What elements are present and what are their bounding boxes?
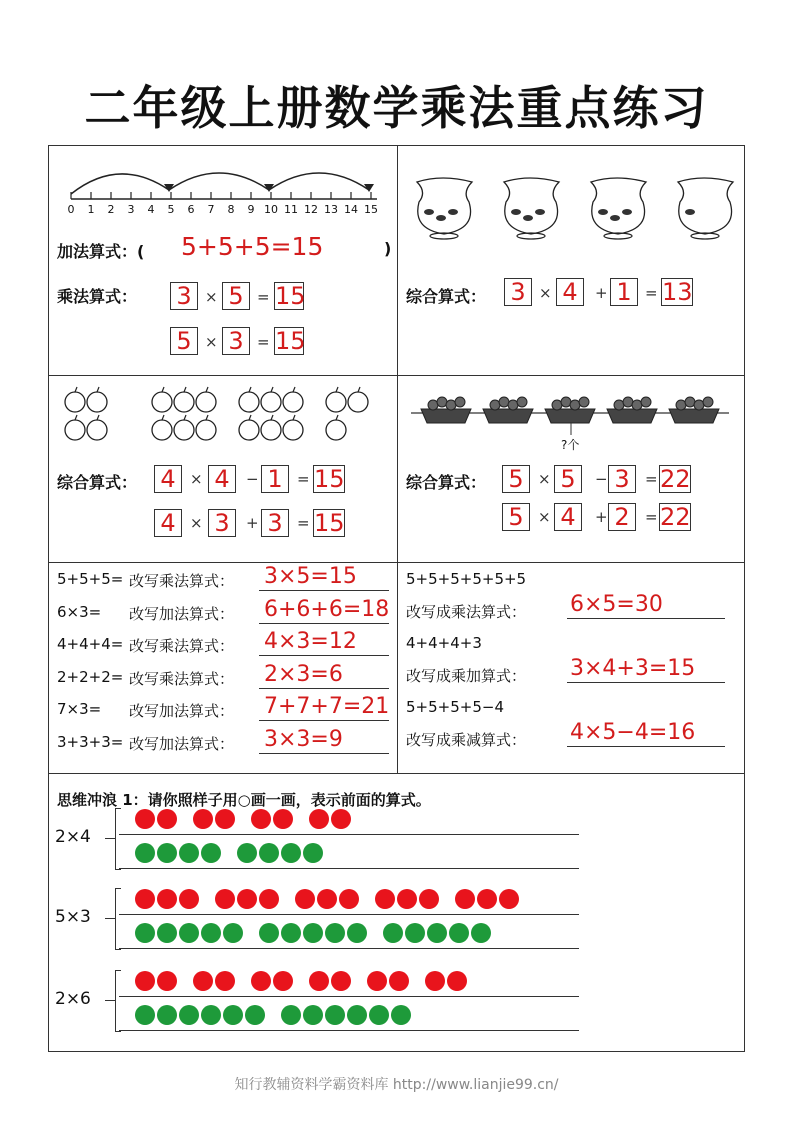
answer-box[interactable]: 3 [261, 509, 289, 537]
answer-box[interactable]: 5 [554, 465, 582, 493]
green-dot [281, 923, 301, 943]
tick-label: 11 [284, 203, 298, 216]
tick-label: 1 [87, 203, 95, 216]
rewrite-task: 改写加法算式： [129, 604, 235, 623]
answer-box[interactable]: 22 [660, 503, 691, 531]
green-dot [157, 923, 177, 943]
answer-box[interactable]: 15 [314, 465, 345, 493]
rewrite-answer[interactable]: 7+7+7=21 [264, 694, 390, 719]
green-dot [179, 843, 199, 863]
red-dot [251, 971, 271, 991]
rewrite-task: 改写成乘法算式： [406, 603, 527, 621]
red-dot [389, 971, 409, 991]
red-dot [273, 809, 293, 829]
answer-box[interactable]: 2 [608, 503, 636, 531]
tick-label: 7 [207, 203, 215, 216]
green-dot [303, 923, 323, 943]
red-dot [419, 889, 439, 909]
red-dot [157, 971, 177, 991]
red-dot [309, 809, 329, 829]
green-dot [245, 1005, 265, 1025]
red-dot [317, 889, 337, 909]
fishbowl-illustration [407, 174, 737, 248]
answer-box[interactable]: 3 [208, 509, 236, 537]
rewrite-expression: 5+5+5+5+5+5 [406, 570, 527, 588]
rewrite-answer[interactable]: 2×3=6 [264, 661, 343, 687]
red-dot [215, 889, 235, 909]
rewrite-answer[interactable]: 6+6+6=18 [264, 596, 390, 622]
combo-label: 综合算式： [57, 473, 138, 492]
answer-box[interactable]: 5 [502, 503, 530, 531]
rewrite-answer[interactable]: 3×4+3=15 [570, 656, 696, 681]
answer-box[interactable]: 22 [660, 465, 691, 493]
green-dot [303, 843, 323, 863]
red-dot [425, 971, 445, 991]
green-dot [325, 1005, 345, 1025]
rewrite-prompt: 4+4+4= [57, 635, 124, 653]
red-dot [331, 809, 351, 829]
add-close: ) [384, 239, 392, 258]
rewrite-task: 改写加法算式： [129, 702, 235, 720]
green-dot [369, 1005, 389, 1025]
answer-box[interactable]: 15 [314, 509, 345, 537]
red-dot-row [135, 971, 469, 991]
red-dot [331, 971, 351, 991]
answer-box[interactable]: 4 [154, 465, 182, 493]
green-dot [201, 923, 221, 943]
tick-label: 6 [187, 203, 195, 216]
red-dot [157, 809, 177, 829]
rewrite-task: 改写乘法算式： [129, 637, 235, 655]
answer-box[interactable]: 13 [662, 278, 693, 306]
number-line-graphic [59, 154, 389, 229]
green-dot [383, 923, 403, 943]
rewrite-task: 改写成乘加算式： [406, 667, 527, 685]
red-dot [215, 971, 235, 991]
red-dot [397, 889, 417, 909]
green-dot [223, 1005, 243, 1025]
tick-label: 3 [127, 203, 135, 216]
red-dot [259, 889, 279, 909]
green-dot [237, 843, 257, 863]
red-dot [339, 889, 359, 909]
dots-heading: 思维冲浪 1：请你照样子用○画一画，表示前面的算式。 [57, 791, 431, 809]
answer-box[interactable]: 4 [154, 509, 182, 537]
green-dot [391, 1005, 411, 1025]
green-dot [179, 923, 199, 943]
rewrite-answer[interactable]: 6×5=30 [570, 592, 663, 617]
green-dot [471, 923, 491, 943]
red-dot-row [135, 809, 353, 829]
answer-box[interactable]: 4 [556, 278, 584, 306]
rewrite-answer[interactable]: 4×3=12 [264, 629, 357, 654]
answer-box[interactable]: 5 [222, 282, 250, 310]
green-dot [427, 923, 447, 943]
combo-label: 综合算式： [406, 473, 487, 492]
red-dot [309, 971, 329, 991]
answer-box[interactable]: 1 [610, 278, 638, 306]
red-dot [375, 889, 395, 909]
footer: 知行教辅资料学霸资料库 http://www.lianjie99.cn/ [234, 1077, 559, 1093]
red-dot [367, 971, 387, 991]
answer-box[interactable]: 3 [608, 465, 636, 493]
answer-box[interactable]: 4 [208, 465, 236, 493]
answer-box[interactable]: 4 [554, 503, 582, 531]
tick-label: 10 [264, 203, 278, 216]
rewrite-task: 改写加法算式： [129, 734, 235, 753]
green-dot [135, 843, 155, 863]
red-dot [215, 809, 235, 829]
red-dot [193, 971, 213, 991]
red-dot [193, 809, 213, 829]
red-dot [455, 889, 475, 909]
green-dot-row [135, 843, 325, 863]
answer-box[interactable]: 15 [275, 282, 306, 310]
answer-box[interactable]: 5 [502, 465, 530, 493]
rewrite-expression: 5+5+5+5−4 [406, 698, 504, 716]
green-dot [179, 1005, 199, 1025]
tick-label: 14 [344, 203, 358, 216]
green-dot [201, 843, 221, 863]
green-dot [347, 1005, 367, 1025]
number-line [59, 154, 389, 229]
rewrite-prompt: 6×3= [57, 602, 102, 621]
rewrite-task: 改写乘法算式： [129, 572, 235, 590]
rewrite-expression: 4+4+4+3 [406, 634, 482, 652]
answer-box[interactable]: 15 [275, 327, 306, 355]
green-dot [259, 923, 279, 943]
green-dot [347, 923, 367, 943]
rewrite-prompt: 7×3= [57, 700, 102, 718]
green-dot [325, 923, 345, 943]
answer-box[interactable]: 3 [504, 278, 532, 306]
green-dot [135, 923, 155, 943]
green-dot [223, 923, 243, 943]
tick-label: 9 [247, 203, 255, 216]
red-dot [135, 889, 155, 909]
red-dot [499, 889, 519, 909]
tick-label: 0 [67, 203, 75, 216]
green-dot [259, 843, 279, 863]
add-answer: 5+5+5=15 [181, 232, 324, 261]
answer-box[interactable]: 1 [261, 465, 289, 493]
green-dot [157, 843, 177, 863]
group-label: 2×6 [55, 989, 91, 1009]
green-dot-row [135, 923, 493, 943]
green-dot [405, 923, 425, 943]
answer-box[interactable]: 3 [170, 282, 198, 310]
red-dot [477, 889, 497, 909]
green-dot [449, 923, 469, 943]
red-dot [237, 889, 257, 909]
group-label: 5×3 [55, 907, 91, 927]
rewrite-answer[interactable]: 3×3=9 [264, 726, 343, 752]
red-dot-row [135, 889, 521, 909]
rewrite-prompt: 2+2+2= [57, 667, 124, 686]
rewrite-prompt: 5+5+5= [57, 570, 124, 588]
rewrite-answer[interactable]: 4×5−4=16 [570, 720, 696, 745]
green-dot [135, 1005, 155, 1025]
tick-label: 12 [304, 203, 318, 216]
answer-box[interactable]: 5 [170, 327, 198, 355]
red-dot [179, 889, 199, 909]
red-dot [273, 971, 293, 991]
green-dot [303, 1005, 323, 1025]
tick-label: 5 [167, 203, 175, 216]
red-dot [135, 971, 155, 991]
worksheet-grid: 0 1 2 3 4 5 6 7 8 9 10 11 12 13 14 15 加法算式：( 5+5+5=15 ) 乘法算式： 3 × 5 = 15 5 × 3 = 15 综合算式： 3 × 4 + 1 = 13 综合算式： 4 × 4 − 1 = 15 4 × 3 + 3 = 15 ?个 综合算式： 5 × 5 − 3 = 22 5 × 4 + 2 = 22 5+5+5= 改写乘法算式： 3×5=15 6×3= 改写加法算式： 6+6+6=18 4+4+4= 改写乘法算式： 4×3=12 2+2+2= 改写乘法算式： 2×3=6 7×3= 改写加法算式： 7+7+7=21 3+3+3= 改写加法算式： 3×3=9 5+5+5+5+5+5 改写成乘法算式： 6×5=30 4+4+4+3 改写成乘加算式： 3×4+3=15 5+5+5+5−4 改写成乘减算式： 4×5−4=16 思维冲浪 1：请你照样子用○画一画，表示前面的算式。 2×4 5×3 2×6 [48, 145, 745, 1052]
green-dot [157, 1005, 177, 1025]
red-dot [157, 889, 177, 909]
page-title: 二年级上册数学乘法重点练习 [84, 81, 709, 135]
tick-label: 8 [227, 203, 235, 216]
green-dot [281, 1005, 301, 1025]
red-dot [447, 971, 467, 991]
basket-caption: ?个 [561, 438, 580, 452]
answer-box[interactable]: 3 [222, 327, 250, 355]
combo-label: 综合算式： [406, 287, 487, 306]
tick-label: 13 [324, 203, 338, 216]
green-dot [281, 843, 301, 863]
green-dot [201, 1005, 221, 1025]
red-dot [251, 809, 271, 829]
red-dot [295, 889, 315, 909]
add-label: 加法算式：( [57, 242, 145, 261]
tick-label: 2 [107, 203, 115, 216]
rewrite-task: 改写成乘减算式： [406, 731, 527, 749]
tick-label: 15 [364, 203, 378, 216]
apple-illustration [63, 386, 393, 455]
red-dot [135, 809, 155, 829]
green-dot-row [135, 1005, 413, 1025]
group-label: 2×4 [55, 827, 91, 847]
rewrite-answer[interactable]: 3×5=15 [264, 564, 357, 589]
tick-label: 4 [147, 203, 155, 216]
mul-label: 乘法算式： [57, 287, 138, 306]
rewrite-prompt: 3+3+3= [57, 732, 124, 751]
rewrite-task: 改写乘法算式： [129, 669, 235, 688]
